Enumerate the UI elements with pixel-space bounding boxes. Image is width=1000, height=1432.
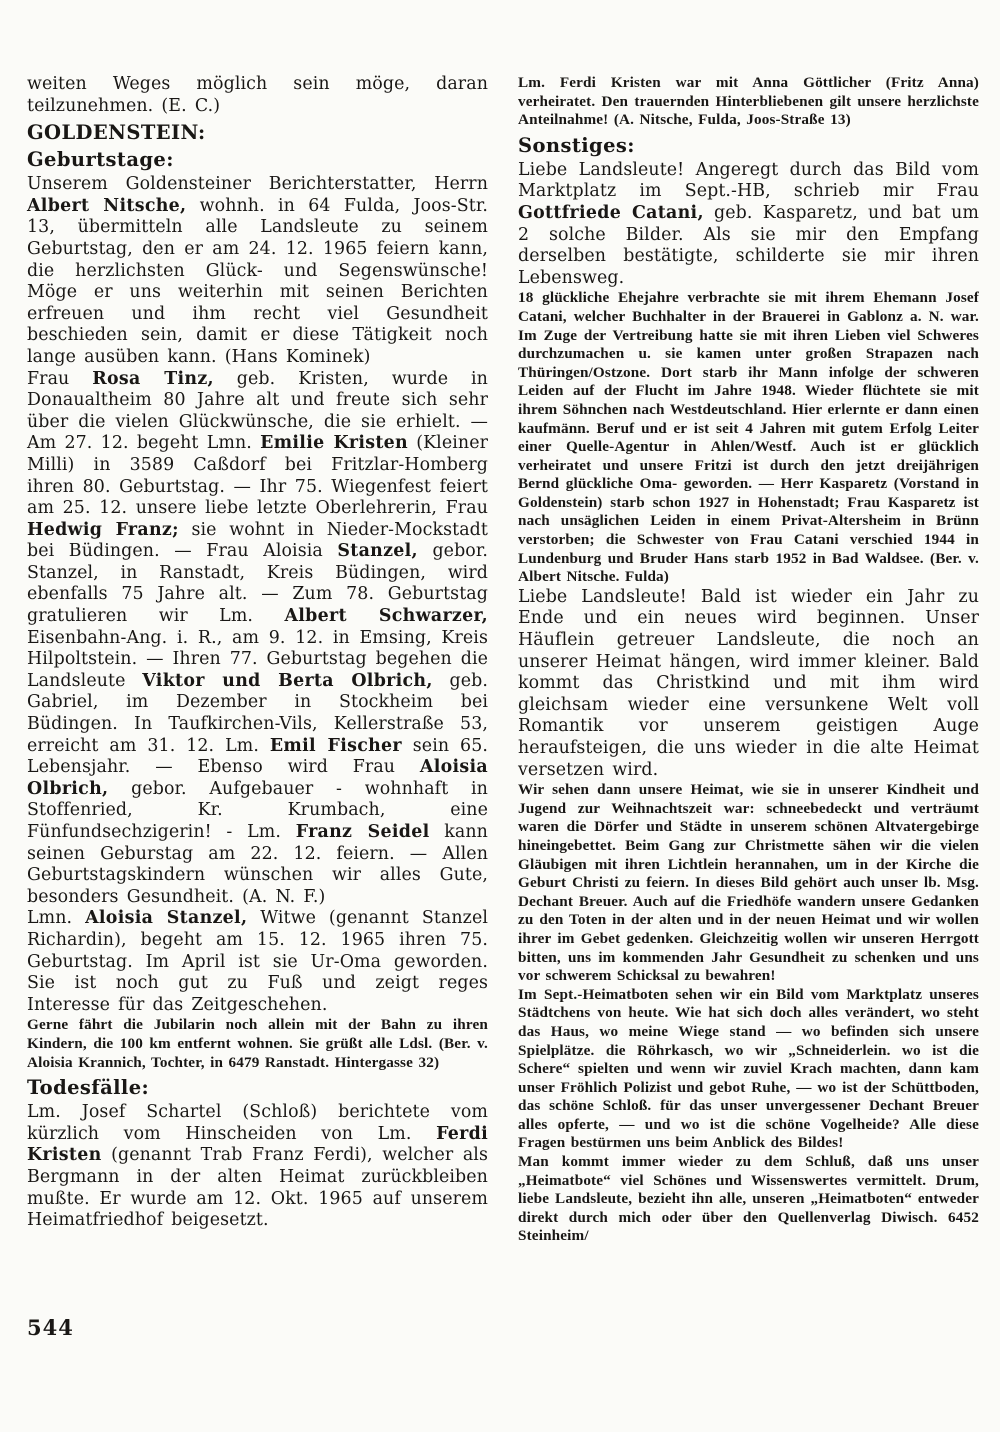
body-text: geb. Kasparetz, und bat um 2 solche Bilder. Als sie mir den Empfang derselben bestätigte, schilderte sie mir ihren Lebensweg.	[518, 202, 979, 288]
body-text: sein 65. Lebensjahr. — Ebenso wird Frau	[27, 735, 489, 778]
bold-name-text: Rosa Tinz,	[92, 368, 214, 389]
body-text: geb. Kristen, wurde in Donaualtheim 80 Jahre alt und freute sich sehr über die vielen Glückwünsche, die sie erhielt. — Am 27. 12. begeht Lmn.	[27, 368, 488, 454]
section-heading-goldenstein	[27, 121, 488, 144]
body-text: (Kleiner Milli) in 3589 Caßdorf bei Fritzlar-Homberg ihren 80. Geburtstag. — Ihr 75. Wiegenfest feiert am 25. 12. unsere liebe letzte Oberlehrerin, Frau	[27, 433, 488, 519]
bold-name-text: Franz Seidel	[295, 822, 430, 842]
christmas-memories-paragraph	[518, 781, 979, 986]
jubilarin-note-paragraph	[27, 1016, 488, 1072]
bold-name-text: Ferdi Kristen	[27, 1123, 488, 1166]
page-number: 544	[27, 1315, 74, 1340]
right-column	[518, 74, 979, 1246]
closing-paragraph	[518, 1153, 979, 1246]
body-text: Waldsee. (Ber. v. Albert Nitsche. Fulda)	[518, 549, 979, 586]
bold-name-text: Emilie Kristen	[260, 433, 408, 454]
body-text: weiten Weges möglich sein möge, daran teilzunehmen. (E. C.)	[27, 74, 488, 116]
body-text: Gerne fährt die Jubilarin noch allein mit der Bahn zu ihren Kindern, die 100 km entfernt wohnen. Sie grüßt alle Ldsl. (Ber. v. Aloisia Krannich, Tochter, in 6479 Ranstadt. Hintergasse 32)	[27, 1016, 488, 1071]
body-text: Liebe Landsleute! Bald ist wieder ein Jahr zu Ende und ein neues wird beginnen. Unser Häuflein getreuer Landsleute, die noch an unserer Heimat hängen, wird immer kleiner. Bald kommt das Christkind und mit ihm wird gleichsam wieder eine versunkene Welt voll Romantik vor unserem geistigen Auge heraufsteigen, die uns wieder in die alte Heimat versetzen wird.	[518, 586, 979, 780]
body-text: (genannt Trab Franz Ferdi), welcher als Bergmann in der alten Heimat zurückbleiben mußte. Er wurde am 12. Okt. 1965 auf unserem Heimatfriedhof beigesetzt.	[27, 1145, 488, 1231]
body-text: 18 glückliche Ehejahre verbrachte sie mit ihrem Ehemann Josef Catani, welcher Buchhalter in der Brauerei in Gablonz a. N. war. Im Zuge der Vertreibung hatte sie mit ihren Lieben viel Schweres durchzumachen u. sie kamen unter großen Strapazen nach Thüringen/Ostzone. Dort starb ihr Mann infolge der schweren Leiden auf der Flucht im Jahre 1948. Wieder flüchtete sie mit ihrem Söhnchen nach Westdeutschland. Hier erlernte er dann einen kaufmänn. Beruf und er ist seit 4 Jahren mit gutem Erfolg Leiter einer Quelle-Agentur in Ahlen/Westf. Auch ist er glücklich verheiratet und unsere Fritzi ist durch den jetzt dreijährigen Bernd glückliche Oma- geworden. — Herr Kasparetz (Vorstand in Goldenstein) starb schon 1927 in Hohenstadt; Frau Kasparetz ist nach unsäglichen Leiden in einem Privat-Altersheim in Brünn verstorben; die Schwester von Frau Catani verschied 1944 in Lundenburg und Bruder Hans starb 1952 in	[518, 289, 979, 567]
yearend-paragraph	[518, 587, 979, 781]
intro-continuation-paragraph	[27, 74, 488, 117]
bold-name-text: Stanzel,	[337, 541, 418, 562]
bold-name-text: Albert Schwarzer,	[284, 606, 488, 627]
body-text: Liebe Landsleute! Angeregt durch das Bild vom Marktplatz im Sept.-HB, schrieb mir Frau	[518, 159, 979, 202]
section-heading-sonstiges	[518, 134, 979, 157]
body-text: Witwe (genannt Stanzel Richardin), begeht am 15. 12. 1965 ihren 75. Geburtstag. Im April ist sie Ur-Oma geworden. Sie ist noch gut zu Fuß und zeigt reges Interesse für das Zeitgeschehen.	[27, 908, 488, 1015]
body-text: Man kommt immer wieder zu dem Schluß, daß uns unser „Heimatbote“ viel Schönes und Wissenswertes vermittelt. Drum, liebe Landsleute, bezieht ihn alle, unseren „Heimatboten“ entweder direkt durch mich oder über den Quellenverlag Diwisch. 6452 Steinheim/	[518, 1153, 979, 1245]
section-heading-geburtstage	[27, 148, 488, 171]
body-text: wohnh. in 64 Fulda, Joos-Str. 13, übermitteln alle Landsleute zu seinem Geburtstag, den er am 24. 12. 1965 feiern kann, die herzlichsten Glück- und Segenswünsche! Möge er uns weiterhin mit seinen Berichten erfreuen und ihm recht viel Gesundheit beschieden sein, damit er diese Tätigkeit noch lange ausüben kann. (Hans Kominek)	[27, 195, 488, 367]
body-text: gebor. Aufgebauer - wohnhaft in Stoffenried, Kr. Krumbach, eine Fünfundsechzigerin! - Lm.	[27, 778, 488, 842]
birthday-paragraph-nitsche	[27, 174, 488, 368]
obituary-paragraph	[27, 1102, 488, 1232]
catani-lifestory-paragraph	[518, 289, 979, 587]
body-text: sie wohnt in Nieder-Mockstadt bei Büdingen. — Frau Aloisia	[27, 519, 488, 562]
condolence-paragraph	[518, 74, 979, 130]
body-text: Lm. Ferdi Kristen war mit Anna Göttlicher (Fritz Anna) verheiratet. Den trauernden Hinterbliebenen gilt unsere herzlichste Anteilnahme! (A. Nitsche, Fulda, Joos-Straße 13)	[518, 74, 979, 129]
marketplace-paragraph	[518, 986, 979, 1153]
bold-name-text: Emil Fischer	[269, 735, 402, 756]
body-text: gebor. Stanzel, in Ranstadt, Kreis Büdingen, wird ebenfalls 75 Jahre alt. — Zum 78. Geburtstag gratulieren wir Lm.	[27, 541, 489, 627]
bold-name-text: Aloisia Stanzel,	[85, 908, 248, 929]
body-text: Lm. Josef Schartel (Schloß) berichtete vom kürzlich vom Hinscheiden von Lm.	[27, 1102, 488, 1144]
body-text: Unserem Goldensteiner Berichterstatter, Herrn	[27, 174, 488, 195]
bold-name-text: Hedwig Franz;	[27, 519, 179, 540]
body-text: Todesfälle:	[27, 1076, 150, 1100]
body-text: kann seinen Geburstag am 22. 12. feiern. — Allen Geburtstagskindern wünschen wir alles Gute, besonders Gesundheit. (A. N. F.)	[27, 822, 488, 907]
body-text: Lmn.	[27, 908, 86, 929]
body-text: Im Sept.-Heimatboten sehen wir ein Bild vom Marktplatz unseres Städtchens von heute. Wie hat sich doch alles verändert, wo steht das Haus, wo meine Wiege stand — wo befinden sich unsere Spielplätze. die Röhrkasch, wo wir „Schneiderlein. wo ist die Schere“ spielten und wenn wir zuviel Krach machten, dann kam unser Fröhlich Polizist und gebot Ruhe, — wo ist der Schüttboden, das schöne Schloß. für das unser unvergessener Dechant Breuer alles opferte, — und wo ist die schöne Vogelheide? Alle diese Fragen bestürmen uns beim Anblick des Bildes!	[518, 985, 979, 1152]
section-heading-todesfaelle	[27, 1076, 488, 1099]
body-text: Geburtstage:	[27, 148, 174, 172]
body-text: Wir sehen dann unsere Heimat, wie sie in unserer Kindheit und Jugend zur Weihnachtszeit war: schneebedeckt und verträumt waren die Dörfer und Städte in unserem schönen Altvatergebirge hineingebettet. Beim Gang zur Christmette sähen wir die vielen Gläubigen mit ihren Lichtlein herannahen, um in der Kirche die Geburt Christi zu feiern. In dieses Bild gehört auch unser lb. Msg. Dechant Breuer. Auch auf die Friedhöfe wandern unsere Gedanken zu den Toten in der alten und in der neuen Heimat und wir wollen ihrer im Gebet gedenken. Gleichzeitig wollen wir unseren Herrgott bitten, uns im kommenden Jahr Gesundheit zu schenken und uns vor schwerem Schicksal zu bewahren!	[518, 781, 979, 985]
body-text: geb. Gabriel, im Dezember in Stockheim bei Büdingen. In Taufkirchen-Vils, Kellerstraße 53, erreicht am 31. 12. Lm.	[27, 670, 488, 756]
catani-intro-paragraph	[518, 160, 979, 290]
bold-name-text: Bad	[832, 549, 859, 567]
body-text: Frau	[27, 368, 93, 389]
body-text: GOLDENSTEIN:	[27, 121, 206, 145]
birthday-paragraph-stanzel	[27, 908, 488, 1016]
bold-name-text: Albert Nitsche,	[27, 195, 187, 216]
birthday-paragraph-list	[27, 369, 488, 909]
body-text: Eisenbahn-Ang. i. R., am 9. 12. in Emsing, Kreis Hilpoltstein. — Ihren 77. Geburtstag begehen die Landsleute	[27, 627, 488, 691]
bold-name-text: Viktor und Berta Olbrich,	[142, 670, 433, 691]
left-column	[27, 74, 488, 1246]
bold-name-text: Gottfriede Catani,	[518, 202, 704, 223]
bold-name-text: Aloisia Olbrich,	[27, 757, 488, 799]
body-text: Sonstiges:	[518, 133, 635, 157]
